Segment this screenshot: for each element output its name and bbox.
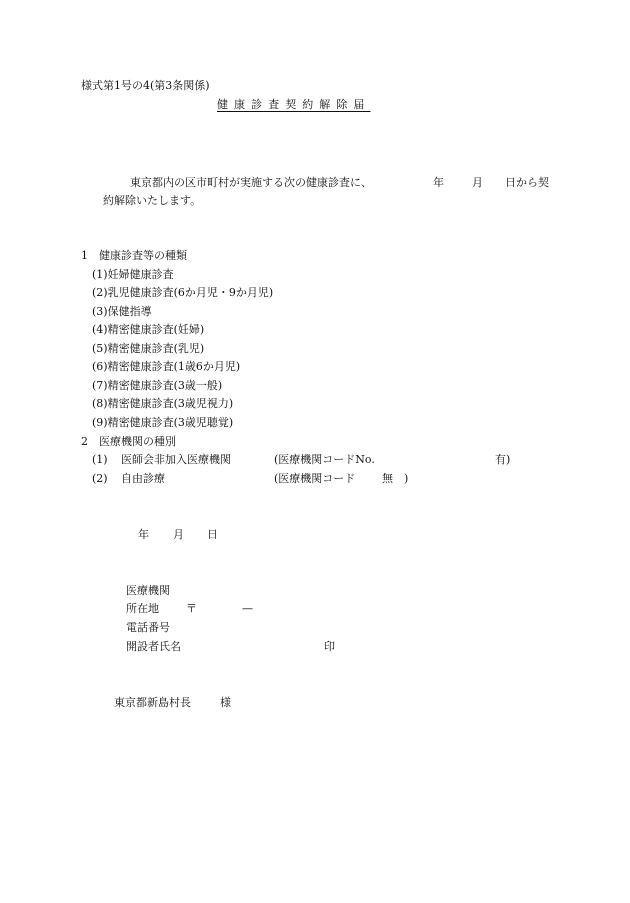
list-item: (4)精密健康診査(妊婦) <box>92 323 205 336</box>
type1-code: (医療機関コードNo. <box>274 453 375 466</box>
list-item: (7)精密健康診査(3歳一般) <box>92 379 223 392</box>
postal-dash: — <box>242 602 253 615</box>
intro-month: 月 <box>472 176 483 189</box>
form-number: 様式第1号の4(第3条関係) <box>81 79 210 92</box>
list-item: (5)精密健康診査(乳児) <box>92 342 205 355</box>
type1-label: 医師会非加入医療機関 <box>121 453 231 466</box>
date-year: 年 <box>138 528 149 541</box>
phone-label: 電話番号 <box>126 621 170 634</box>
intro-year: 年 <box>433 176 444 189</box>
intro-text-line2: 約解除いたします。 <box>103 194 202 207</box>
addressee-honorific: 様 <box>220 696 231 709</box>
list-item: (1)妊婦健康診査 <box>92 268 174 281</box>
address-label: 所在地 <box>126 602 159 615</box>
type1-end: 有) <box>495 453 511 466</box>
list-item: (6)精密健康診査(1歳6か月児) <box>92 360 241 373</box>
list-item: (8)精密健康診査(3歳児視力) <box>92 397 234 410</box>
type2-label: 自由診療 <box>121 472 165 485</box>
date-month: 月 <box>173 528 184 541</box>
seal-mark: 印 <box>324 640 335 653</box>
page-title: 健康診査契約解除届 <box>217 98 371 111</box>
founder-label: 開設者氏名 <box>126 640 181 653</box>
intro-day: 日から契 <box>505 176 549 189</box>
type1-number: (1) <box>92 453 108 466</box>
type2-number: (2) <box>92 472 108 485</box>
date-day: 日 <box>207 528 218 541</box>
section2-heading: 2 医療機関の種別 <box>81 435 176 448</box>
intro-text: 東京都内の区市町村が実施する次の健康診査に、 <box>130 176 372 189</box>
list-item: (2)乳児健康診査(6か月児・9か月児) <box>92 286 274 299</box>
addressee-name: 東京都新島村長 <box>114 696 191 709</box>
list-item: (9)精密健康診査(3歳児聴覚) <box>92 416 234 429</box>
type2-code: (医療機関コード <box>274 472 356 485</box>
list-item: (3)保健指導 <box>92 305 152 318</box>
postal-mark: 〒 <box>186 602 197 615</box>
institution-label: 医療機関 <box>126 584 170 597</box>
type2-end: 無 ) <box>382 472 409 485</box>
section1-heading: 1 健康診査等の種類 <box>81 249 187 262</box>
